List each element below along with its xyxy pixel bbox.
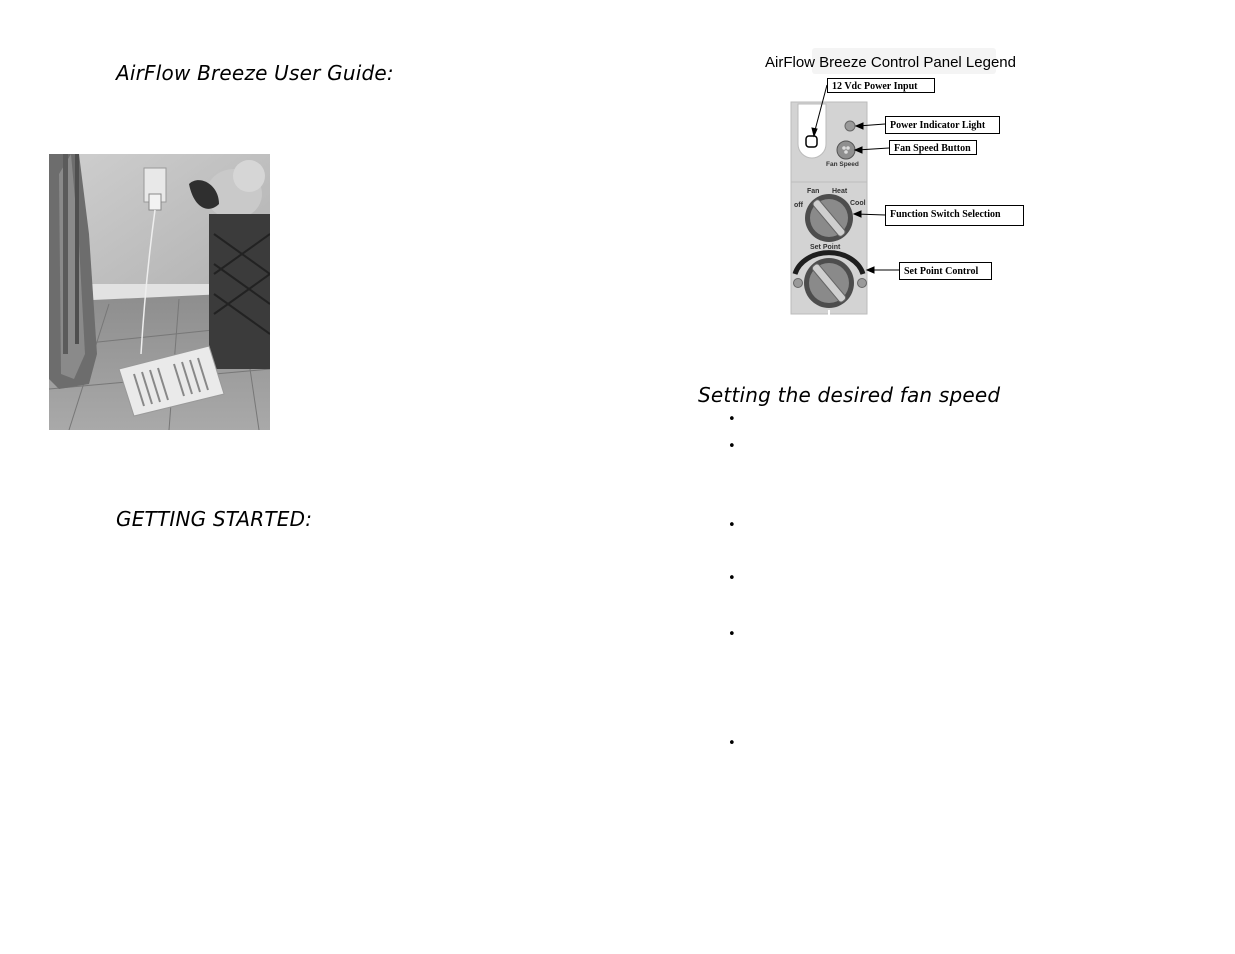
floor-vent-photo-illustration [49,154,270,430]
power-indicator-light [845,121,855,131]
fan-speed-button [837,141,855,159]
list-bullet: • [728,627,736,642]
getting-started-heading: GETTING STARTED: [116,507,313,531]
callout-function-switch: Function Switch Selection [885,205,1024,226]
list-bullet: • [728,736,736,751]
fan-position-label: Fan [807,188,820,195]
list-bullet: • [728,439,736,454]
power-input-jack [806,136,817,147]
callout-indicator-light: Power Indicator Light [885,116,1000,134]
document-title: AirFlow Breeze User Guide: [116,61,394,85]
list-bullet: • [728,571,736,586]
legend-title: AirFlow Breeze Control Panel Legend [765,54,1016,71]
list-bullet: • [728,518,736,533]
fan-speed-heading: Setting the desired fan speed [698,383,1001,407]
list-bullet: • [728,412,736,427]
heat-position-label: Heat [832,188,848,195]
product-photo [49,154,270,430]
callout-power-input: 12 Vdc Power Input [827,78,935,93]
off-position-label: off [794,202,803,209]
set-point-panel-label: Set Point [810,244,841,251]
cool-position-label: Cool [850,200,866,207]
control-panel-diagram [770,74,1035,324]
callout-fan-speed-button: Fan Speed Button [889,140,977,155]
callout-set-point: Set Point Control [899,262,992,280]
fan-speed-label: Fan Speed [826,161,859,168]
